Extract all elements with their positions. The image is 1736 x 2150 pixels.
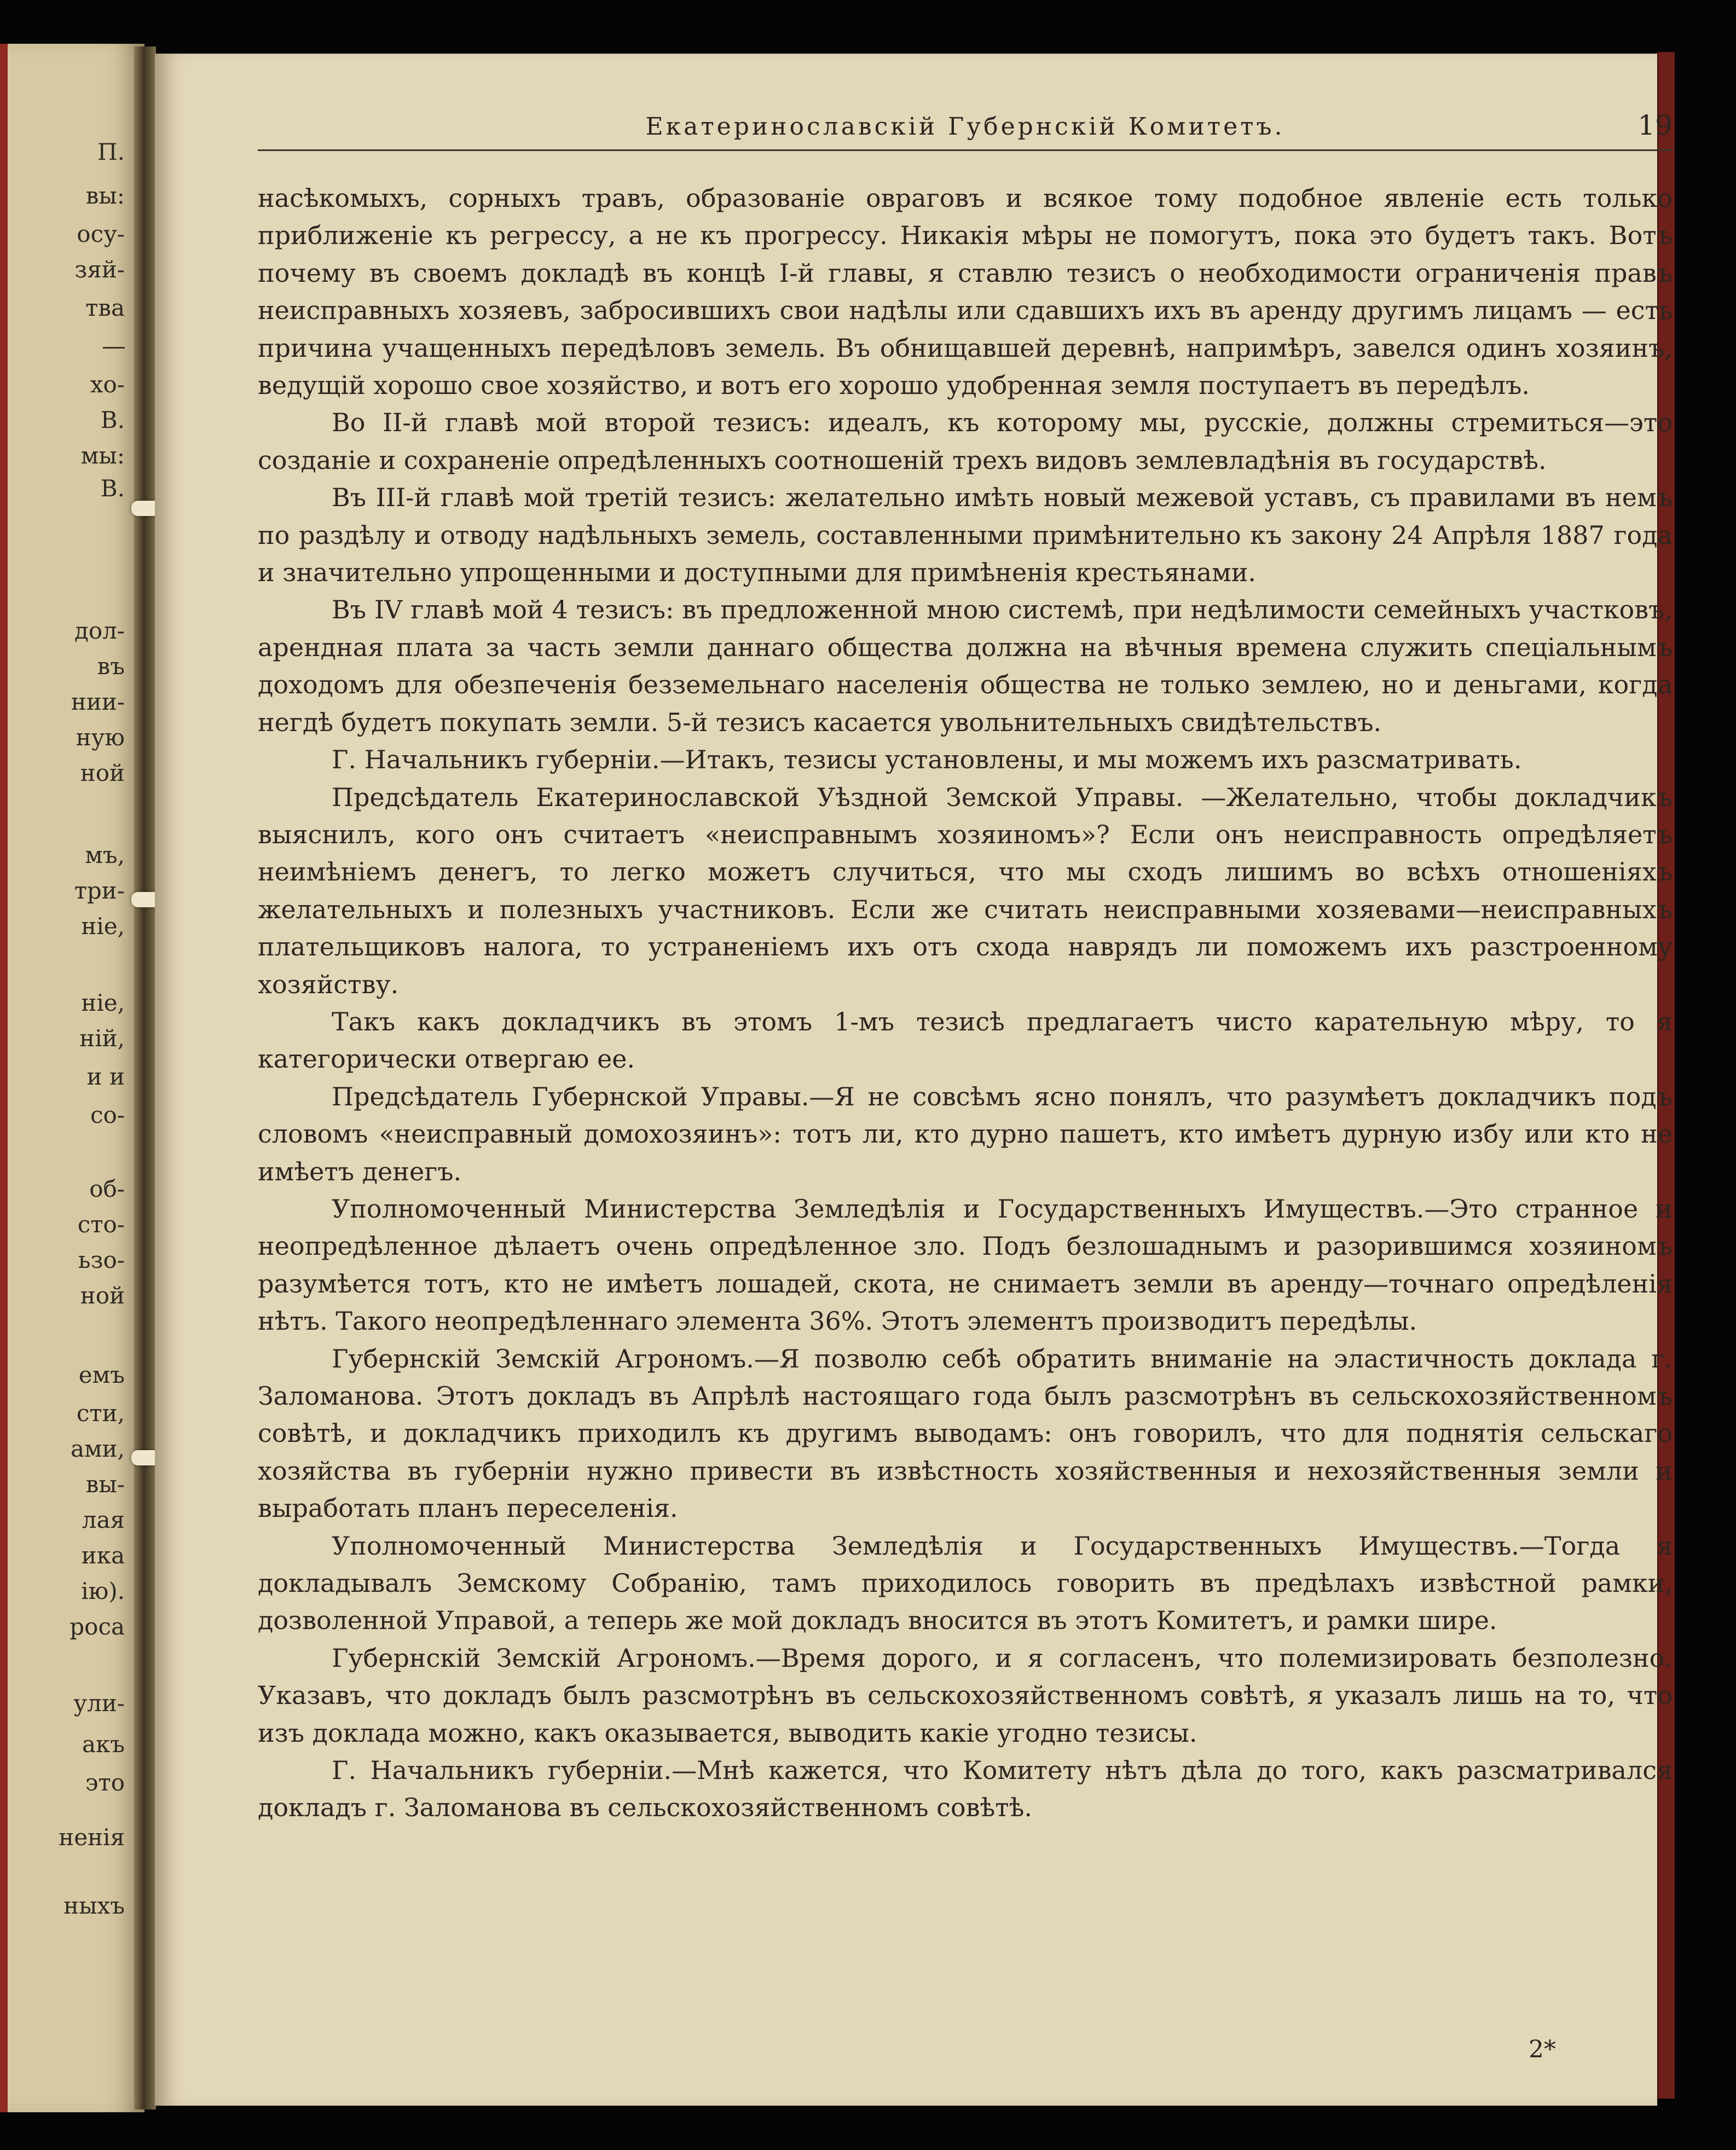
- paragraph: Губернскій Земскій Агрономъ.—Я позволю себѣ обратить вниманіе на эластичность доклада г. Заломанова. Этотъ докладъ въ Апрѣлѣ настоящаго года былъ разсмотрѣнъ въ сельскохозяйственномъ совѣтѣ, и докладчикъ приходилъ къ другимъ выводамъ: онъ говорилъ, что для поднятія сельскаго хозяйства въ губерніи нужно привести въ извѣстность хозяйственныя и нехозяйственныя земли и выработать планъ переселенія.: [258, 1343, 1673, 1523]
- left-page-fragment: акъ: [82, 1731, 125, 1758]
- header-rule: [258, 149, 1673, 151]
- left-page-fragment: ную: [76, 724, 125, 751]
- left-page-fragment: тва: [85, 294, 125, 321]
- left-page-fragment: ній,: [79, 1025, 125, 1052]
- book-gutter: [134, 47, 156, 2110]
- left-page-fragment: со-: [90, 1102, 125, 1128]
- paragraph: Предсѣдатель Губернской Управы.—Я не совсѣмъ ясно понялъ, что разумѣетъ докладчикъ подъ словомъ «неисправный домохозяинъ»: тотъ ли, кто дурно пашетъ, кто имѣетъ дурную избу или кто не имѣетъ денегъ.: [258, 1081, 1673, 1186]
- page-number: 19: [1637, 109, 1673, 141]
- left-page-fragment: лая: [82, 1506, 125, 1533]
- left-page-fragment: въ: [97, 653, 125, 680]
- paragraph: насѣкомыхъ, сорныхъ травъ, образованіе овраговъ и всякое тому подобное явленіе есть только приближеніе къ регрессу, а не къ прогрессу. Никакія мѣры не помогутъ, пока это будетъ такъ. Вотъ почему въ своемъ докладѣ въ концѣ I-й главы, я ставлю тезисъ о необходимости ограниченія правъ неисправныхъ хозяевъ, забросившихъ свои надѣлы или сдавшихъ ихъ въ аренду другимъ лицамъ — есть причина учащенныхъ передѣловъ земель. Въ обнищавшей деревнѣ, напримѣръ, завелся одинъ хозяинъ, ведущій хорошо свое хозяйство, и вотъ его хорошо удобренная земля поступаетъ въ передѣлъ.: [258, 183, 1673, 401]
- left-page-fragment: П.: [97, 138, 125, 165]
- left-page-fragment: ика: [81, 1542, 125, 1569]
- running-head-title: Екатеринославскій Губернскій Комитетъ.: [645, 113, 1285, 141]
- left-page-fragment: мы:: [80, 442, 125, 469]
- left-page-column: [8, 44, 139, 2112]
- left-page-fragment: об-: [89, 1175, 125, 1202]
- left-page-fragment: три-: [74, 877, 125, 904]
- paragraph: Губернскій Земскій Агрономъ.—Время дорого, и я согласенъ, что полемизировать безполезно. Указавъ, что докладъ былъ разсмотрѣнъ въ сельскохозяйственномъ совѣтѣ, я указалъ лишь на то, что изъ доклада можно, какъ оказывается, выводить какіе угодно тезисы.: [258, 1643, 1673, 1748]
- left-page: [8, 44, 144, 2112]
- left-page-fragment: ненія: [59, 1824, 125, 1851]
- paragraph: Предсѣдатель Екатеринославской Уѣздной Земской Управы. —Желательно, чтобы докладчикъ выяснилъ, кого онъ считаетъ «неисправнымъ хозяиномъ»? Если онъ неисправность опредѣляетъ неимѣніемъ денегъ, то легко можетъ случиться, что мы сходъ лишимъ во всѣхъ отношеніяхъ желательныхъ и полезныхъ участниковъ. Если же считать неисправными хозяевами—неисправныхъ плательщиковъ налога, то устраненіемъ ихъ отъ схода наврядъ ли поможемъ ихъ разстроенному хозяйству.: [258, 782, 1673, 999]
- left-page-fragment: ныхъ: [63, 1892, 125, 1919]
- left-page-fragment: сти,: [76, 1400, 125, 1427]
- paragraph: Во II-й главѣ мой второй тезисъ: идеалъ, къ которому мы, русскіе, должны стремиться—это созданіе и сохраненіе опредѣленныхъ соотношеній трехъ видовъ землевладѣнія въ государствѣ.: [258, 408, 1673, 475]
- running-head: [258, 109, 1673, 147]
- left-page-fragment: ьзо-: [78, 1247, 125, 1273]
- left-page-fragment: ной: [80, 1282, 125, 1309]
- left-page-fragment: емъ: [78, 1361, 125, 1388]
- left-page-fragment: и и: [86, 1063, 125, 1090]
- left-page-fragment: нии-: [71, 688, 125, 715]
- paragraph: Г. Начальникъ губерніи.—Итакъ, тезисы установлены, и мы можемъ ихъ разсматривать.: [332, 745, 1522, 775]
- left-page-fragment: вы:: [85, 182, 125, 209]
- signature-mark: 2*: [1529, 2036, 1556, 2064]
- paragraph: Уполномоченный Министерства Земледѣлія и Государственныхъ Имуществъ.—Тогда я докладывалъ Земскому Собранію, тамъ приходилось говорить въ предѣлахъ извѣстной рамки, дозволенной Управой, а теперь же мой докладъ вносится въ этотъ Комитетъ, и рамки шире.: [258, 1531, 1673, 1636]
- left-page-fragment: дол-: [74, 617, 125, 644]
- body-text: [258, 179, 1673, 1827]
- left-page-fragment: вы-: [85, 1471, 125, 1498]
- left-page-fragment: роса: [70, 1613, 125, 1640]
- paragraph: Уполномоченный Министерства Земледѣлія и Государственныхъ Имуществъ.—Это странное и неопредѣленное дѣлаетъ очень опредѣленное зло. Подъ безлошаднымъ и разорившимся хозяиномъ разумѣется тотъ, кто не имѣетъ лошадей, скота, не снимаетъ земли въ аренду—точнаго опредѣленія нѣтъ. Такого неопредѣленнаго элемента 36%. Этотъ элементъ производитъ передѣлы.: [258, 1193, 1673, 1336]
- left-page-fragment: сто-: [77, 1211, 125, 1238]
- paragraph: Въ III-й главѣ мой третій тезисъ: желательно имѣть новый межевой уставъ, съ правилами въ немъ по раздѣлу и отводу надѣльныхъ земель, составленными примѣнительно къ закону 24 Апрѣля 1887 года и значительно упрощенными и доступными для примѣненія крестьянами.: [258, 483, 1673, 588]
- left-page-fragment: ули-: [73, 1690, 125, 1717]
- left-page-fragment: В.: [100, 475, 125, 502]
- left-page-fragment: это: [85, 1769, 125, 1796]
- book-cover-left-edge: [0, 44, 8, 2112]
- left-page-fragment: мъ,: [85, 842, 125, 868]
- left-page-fragment: зяй-: [74, 256, 125, 283]
- left-page-fragment: ніе,: [81, 913, 125, 940]
- left-page-fragment: осу-: [77, 221, 125, 247]
- left-page-fragment: ами,: [70, 1435, 125, 1462]
- left-page-fragment: В.: [100, 407, 125, 433]
- left-page-fragment: ію).: [81, 1578, 125, 1604]
- paragraph: Г. Начальникъ губерніи.—Мнѣ кажется, что Комитету нѣтъ дѣла до того, какъ разсматривался докладъ г. Заломанова въ сельскохозяйственномъ совѣтѣ.: [258, 1755, 1673, 1823]
- left-page-fragment: [102, 334, 125, 359]
- paragraph: Такъ какъ докладчикъ въ этомъ 1-мъ тезисѣ предлагаетъ чисто карательную мѣру, то я категорически отвергаю ее.: [258, 1006, 1673, 1074]
- left-page-fragment: хо-: [90, 371, 125, 398]
- left-page-fragment: ніе,: [81, 989, 125, 1016]
- paragraph: Въ IV главѣ мой 4 тезисъ: въ предложенной мною системѣ, при недѣлимости семейныхъ участковъ, арендная плата за часть земли даннаго общества должна на вѣчныя времена служить спеціальнымъ доходомъ для обезпеченія безземельнаго населенія общества не только землею, но и деньгами, когда негдѣ будетъ покупать земли. 5-й тезисъ касается увольнительныхъ свидѣтельствъ.: [258, 595, 1673, 737]
- left-page-fragment: ной: [80, 760, 125, 786]
- right-page: [155, 54, 1673, 2106]
